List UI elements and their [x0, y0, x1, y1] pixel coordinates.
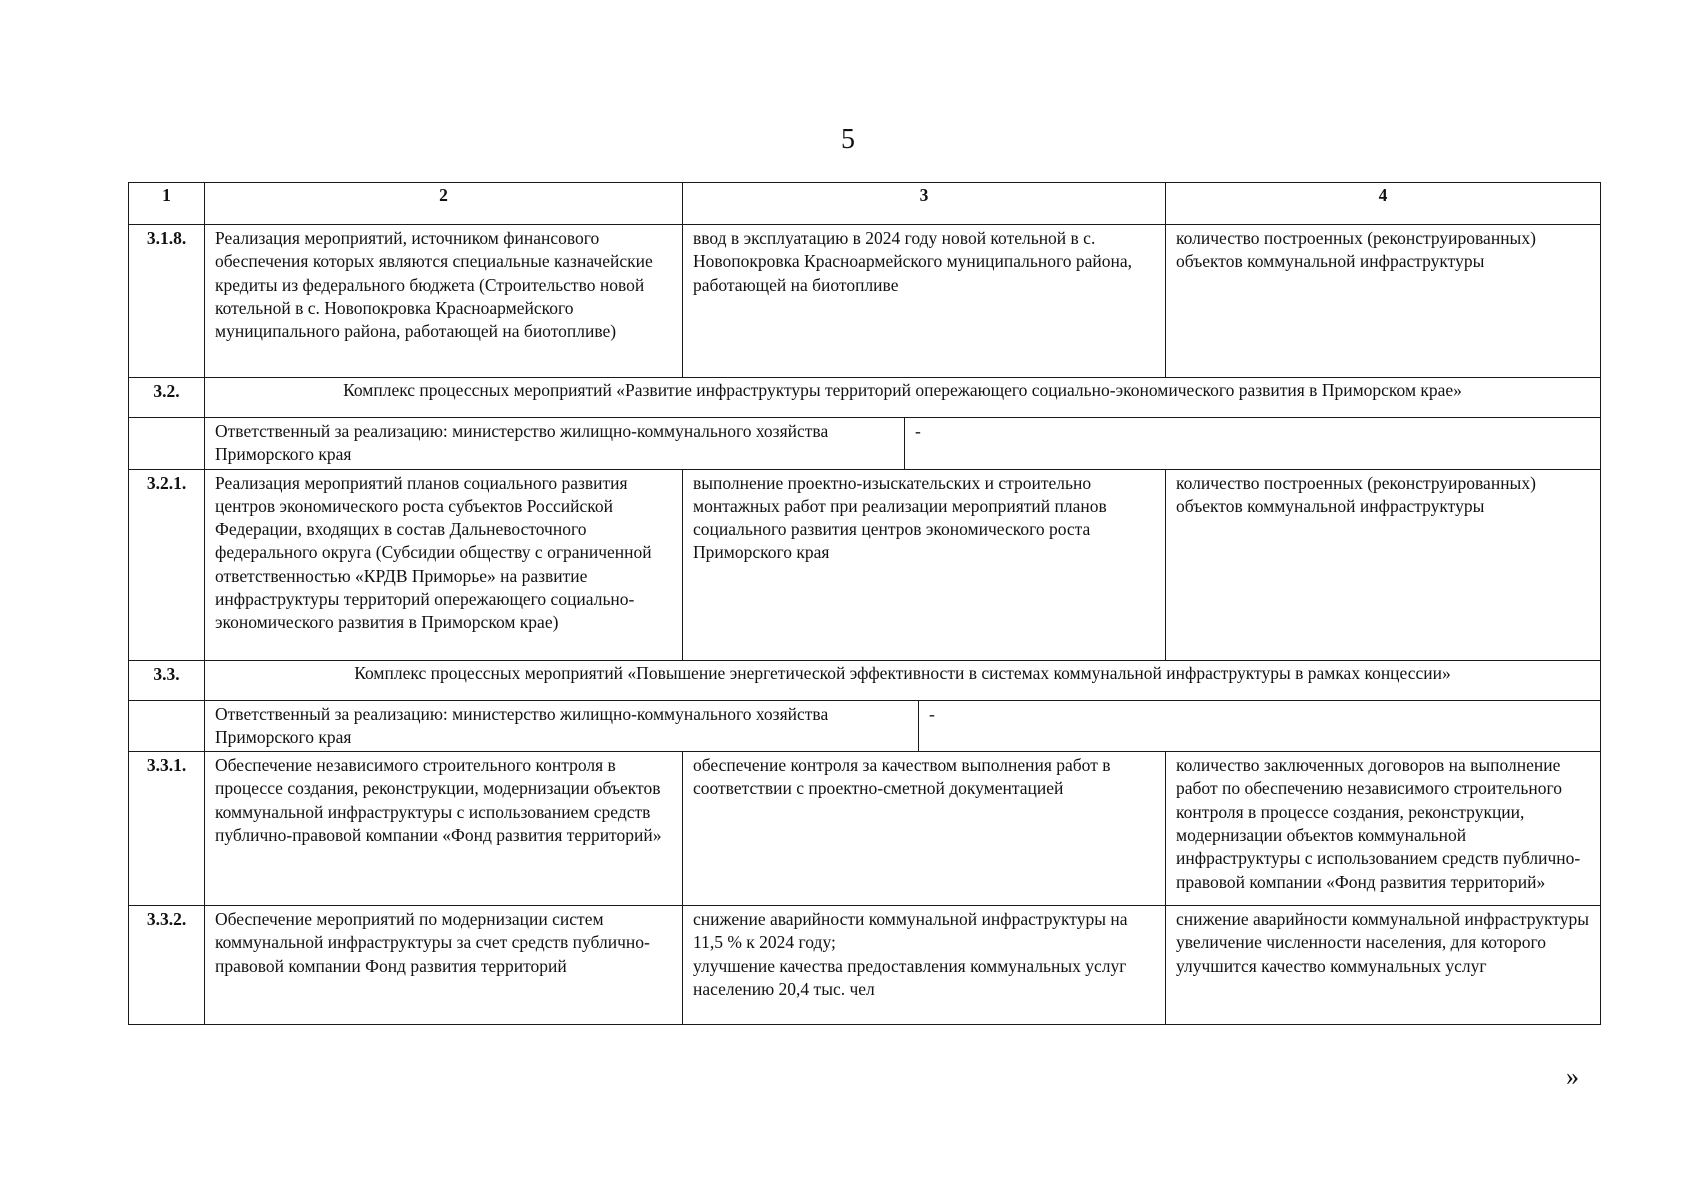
table-row [129, 225, 1601, 378]
row-number: 3.3. [129, 660, 205, 700]
row-number: 3.2.1. [129, 469, 205, 660]
measure-indicator: количество построенных (реконструированных) объектов коммунальной инфраструктуры [1166, 469, 1601, 660]
measure-indicator: количество построенных (реконструированных) объектов коммунальной инфраструктуры [1166, 225, 1601, 378]
complex-title: Комплекс процессных мероприятий «Повышение энергетической эффективности в системах коммунальной инфраструктуры в рамках концессии» [205, 660, 1601, 700]
table-row [129, 752, 1601, 906]
responsible-value: - [915, 421, 921, 441]
measure-indicator [1166, 906, 1601, 1025]
empty-number-cell [129, 700, 205, 752]
complex-row [129, 660, 1601, 700]
row-number: 3.3.1. [129, 752, 205, 906]
measure-name: Обеспечение мероприятий по модернизации систем коммунальной инфраструктуры за счет средств публично-правовой компании Фонд развития территорий [205, 906, 683, 1025]
row-number: 3.1.8. [129, 225, 205, 378]
empty-number-cell [129, 418, 205, 470]
page-number: 5 [841, 124, 855, 155]
measure-name: Обеспечение независимого строительного контроля в процессе создания, реконструкции, модернизации объектов коммунальной инфраструктуры с использованием средств публично-правовой компании «Фонд развития территорий» [205, 752, 683, 906]
responsible-value: - [929, 703, 935, 724]
responsible-row [129, 700, 1601, 752]
row-number: 3.2. [129, 378, 205, 418]
measure-result: выполнение проектно-изыскательских и строительно монтажных работ при реализации мероприятий планов социального развития центров экономического роста Приморского края [683, 469, 1166, 660]
table-row [129, 906, 1601, 1025]
complex-row [129, 378, 1601, 418]
header-col-3: 3 [683, 183, 1166, 225]
indicator-line: снижение аварийности коммунальной инфраструктуры [1176, 909, 1589, 930]
table-row [129, 469, 1601, 660]
measure-name: Реализация мероприятий планов социального развития центров экономического роста субъектов Российской Федерации, входящих в состав Дальневосточного федерального округа (Субсидии обществу с ограниченной ответственностью «КРДВ Приморье» на развитие инфраструктуры территорий опережающего социально-экономического развития в Приморском крае) [205, 469, 683, 660]
header-col-4: 4 [1166, 183, 1601, 225]
measure-name: Реализация мероприятий, источником финансового обеспечения которых являются специальные казначейские кредиты из федерального бюджета (Строительство новой котельной в с. Новопокровка Красноармейского муниципального района, работающей на биотопливе) [205, 225, 683, 378]
closing-quote-mark: » [1566, 1062, 1579, 1091]
measure-result: ввод в эксплуатацию в 2024 году новой котельной в с. Новопокровка Красноармейского муниципального района, работающей на биотопливе [683, 225, 1166, 378]
complex-title: Комплекс процессных мероприятий «Развитие инфраструктуры территорий опережающего социально-экономического развития в Приморском крае» [205, 378, 1601, 418]
indicator-line: увеличение численности населения, для которого улучшится качество коммунальных услуг [1176, 932, 1546, 976]
table-header-row [129, 183, 1601, 225]
header-col-1: 1 [129, 183, 205, 225]
row-number: 3.3.2. [129, 906, 205, 1025]
measure-result [683, 906, 1166, 1025]
result-line: улучшение качества предоставления коммунальных услуг населению 20,4 тыс. чел [693, 955, 1127, 1000]
responsible-cell [205, 700, 1601, 752]
measure-result: обеспечение контроля за качеством выполнения работ в соответствии с проектно-сметной документацией [683, 752, 1166, 906]
measures-table [128, 182, 1601, 1025]
header-col-2: 2 [205, 183, 683, 225]
measure-indicator: количество заключенных договоров на выполнение работ по обеспечению независимого строительного контроля в процессе создания, реконструкции, модернизации объектов коммунальной инфраструктуры с использованием средств публично-правовой компании «Фонд развития территорий» [1166, 752, 1601, 906]
result-line: снижение аварийности коммунальной инфраструктуры на 11,5 % к 2024 году; [693, 909, 1128, 953]
responsible-row [129, 418, 1601, 470]
responsible-cell [205, 418, 1601, 470]
responsible-label: Ответственный за реализацию: министерство жилищно-коммунального хозяйства Приморского края [205, 418, 905, 469]
responsible-label: Ответственный за реализацию: министерство жилищно-коммунального хозяйства Приморского края [205, 701, 919, 752]
